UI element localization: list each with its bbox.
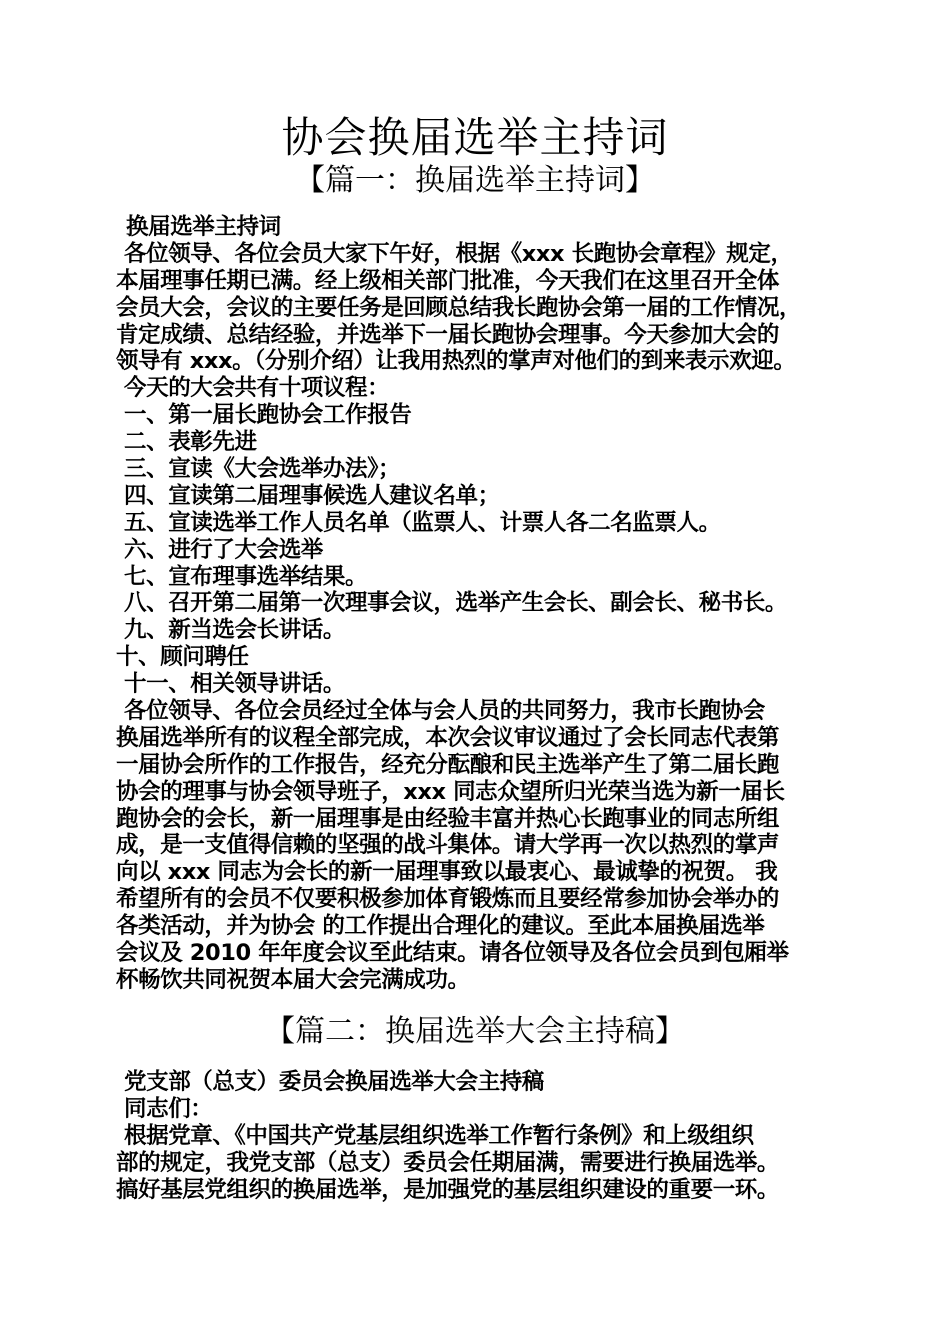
agenda-item: 八、召开第二届第一次理事会议，选举产生会长、副会长、秘书长。 <box>124 590 788 617</box>
section-heading-2: 【篇二：换届选举大会主持稿】 <box>265 1014 685 1049</box>
agenda-item: 九、新当选会长讲话。 <box>124 617 346 644</box>
document-title: 协会换届选举主持词 <box>281 113 669 162</box>
paragraph-line: 换届选举所有的议程全部完成，本次会议审议通过了会长同志代表第 <box>116 724 780 751</box>
agenda-item: 七、宣布理事选举结果。 <box>124 563 368 590</box>
paragraph-line: 向以 xxx 同志为会长的新一届理事致以最衷心、最诚挚的祝贺。 我 <box>116 859 778 886</box>
paragraph-line: 本届理事任期已满。经上级相关部门批准，今天我们在这里召开全体 <box>116 267 780 294</box>
agenda-item: 四、宣读第二届理事候选人建议名单； <box>124 482 500 509</box>
paragraph-line: 根据党章、《中国共产党基层组织选举工作暂行条例》和上级组织 <box>124 1122 754 1149</box>
paragraph-line: 各位领导、各位会员大家下午好，根据《xxx 长跑协会章程》规定， <box>124 240 793 267</box>
paragraph-line: 领导有 xxx。（分别介绍）让我用热烈的掌声对他们的到来表示欢迎。 <box>116 348 796 375</box>
paragraph-line: 党支部（总支）委员会换届选举大会主持稿 <box>124 1069 544 1095</box>
paragraph-line: 搞好基层党组织的换届选举，是加强党的基层组织建设的重要一环。 <box>116 1176 780 1203</box>
paragraph-line: 会议及 2010 年年度会议至此结束。请各位领导及各位会员到包厢举 <box>116 940 789 967</box>
agenda-item: 一、第一届长跑协会工作报告 <box>124 402 412 429</box>
section-2-body <box>116 1069 840 1203</box>
agenda-item: 三、宣读《大会选举办法》； <box>124 456 401 483</box>
paragraph-line: 成，是一支值得信赖的坚强的战斗集体。请大学再一次以热烈的掌声 <box>116 832 780 859</box>
paragraph-line: 部的规定，我党支部（总支）委员会任期届满，需要进行换届选举。 <box>116 1149 780 1176</box>
paragraph-line: 希望所有的会员不仅要积极参加体育锻炼而且要经常参加协会举办的 <box>116 886 780 913</box>
paragraph-line: 一届协会所作的工作报告，经充分酝酿和民主选举产生了第二届长跑 <box>116 751 780 778</box>
section-heading-1: 【篇一：换届选举主持词】 <box>295 163 655 198</box>
paragraph-line: 协会的理事与协会领导班子，xxx 同志众望所归光荣当选为新一届长 <box>116 778 785 805</box>
paragraph-line: 会员大会，会议的主要任务是回顾总结我长跑协会第一届的工作情况， <box>116 294 802 321</box>
agenda-item: 十、顾问聘任 <box>116 644 249 671</box>
paragraph-line: 今天的大会共有十项议程： <box>124 375 390 402</box>
agenda-item: 二、表彰先进 <box>124 429 257 456</box>
agenda-item: 六、进行了大会选举 <box>124 536 323 563</box>
paragraph-line: 各位领导、各位会员经过全体与会人员的共同努力，我市长跑协会 <box>124 698 765 725</box>
paragraph-line: 杯畅饮共同祝贺本届大会完满成功。 <box>116 966 470 993</box>
paragraph-line: 同志们： <box>124 1095 213 1122</box>
paragraph-line: 肯定成绩、总结经验，并选举下一届长跑协会理事。今天参加大会的 <box>116 321 780 348</box>
paragraph-line: 换届选举主持词 <box>126 214 281 240</box>
paragraph-line: 各类活动，并为协会 的工作提出合理化的建议。至此本届换届选举 <box>116 913 765 940</box>
agenda-item: 十一、相关领导讲话。 <box>124 671 346 698</box>
agenda-item: 五、宣读选举工作人员名单（监票人、计票人各二名监票人。 <box>124 509 721 536</box>
section-1-body <box>116 214 840 994</box>
paragraph-line: 跑协会的会长，新一届理事是由经验丰富并热心长跑事业的同志所组 <box>116 805 780 832</box>
